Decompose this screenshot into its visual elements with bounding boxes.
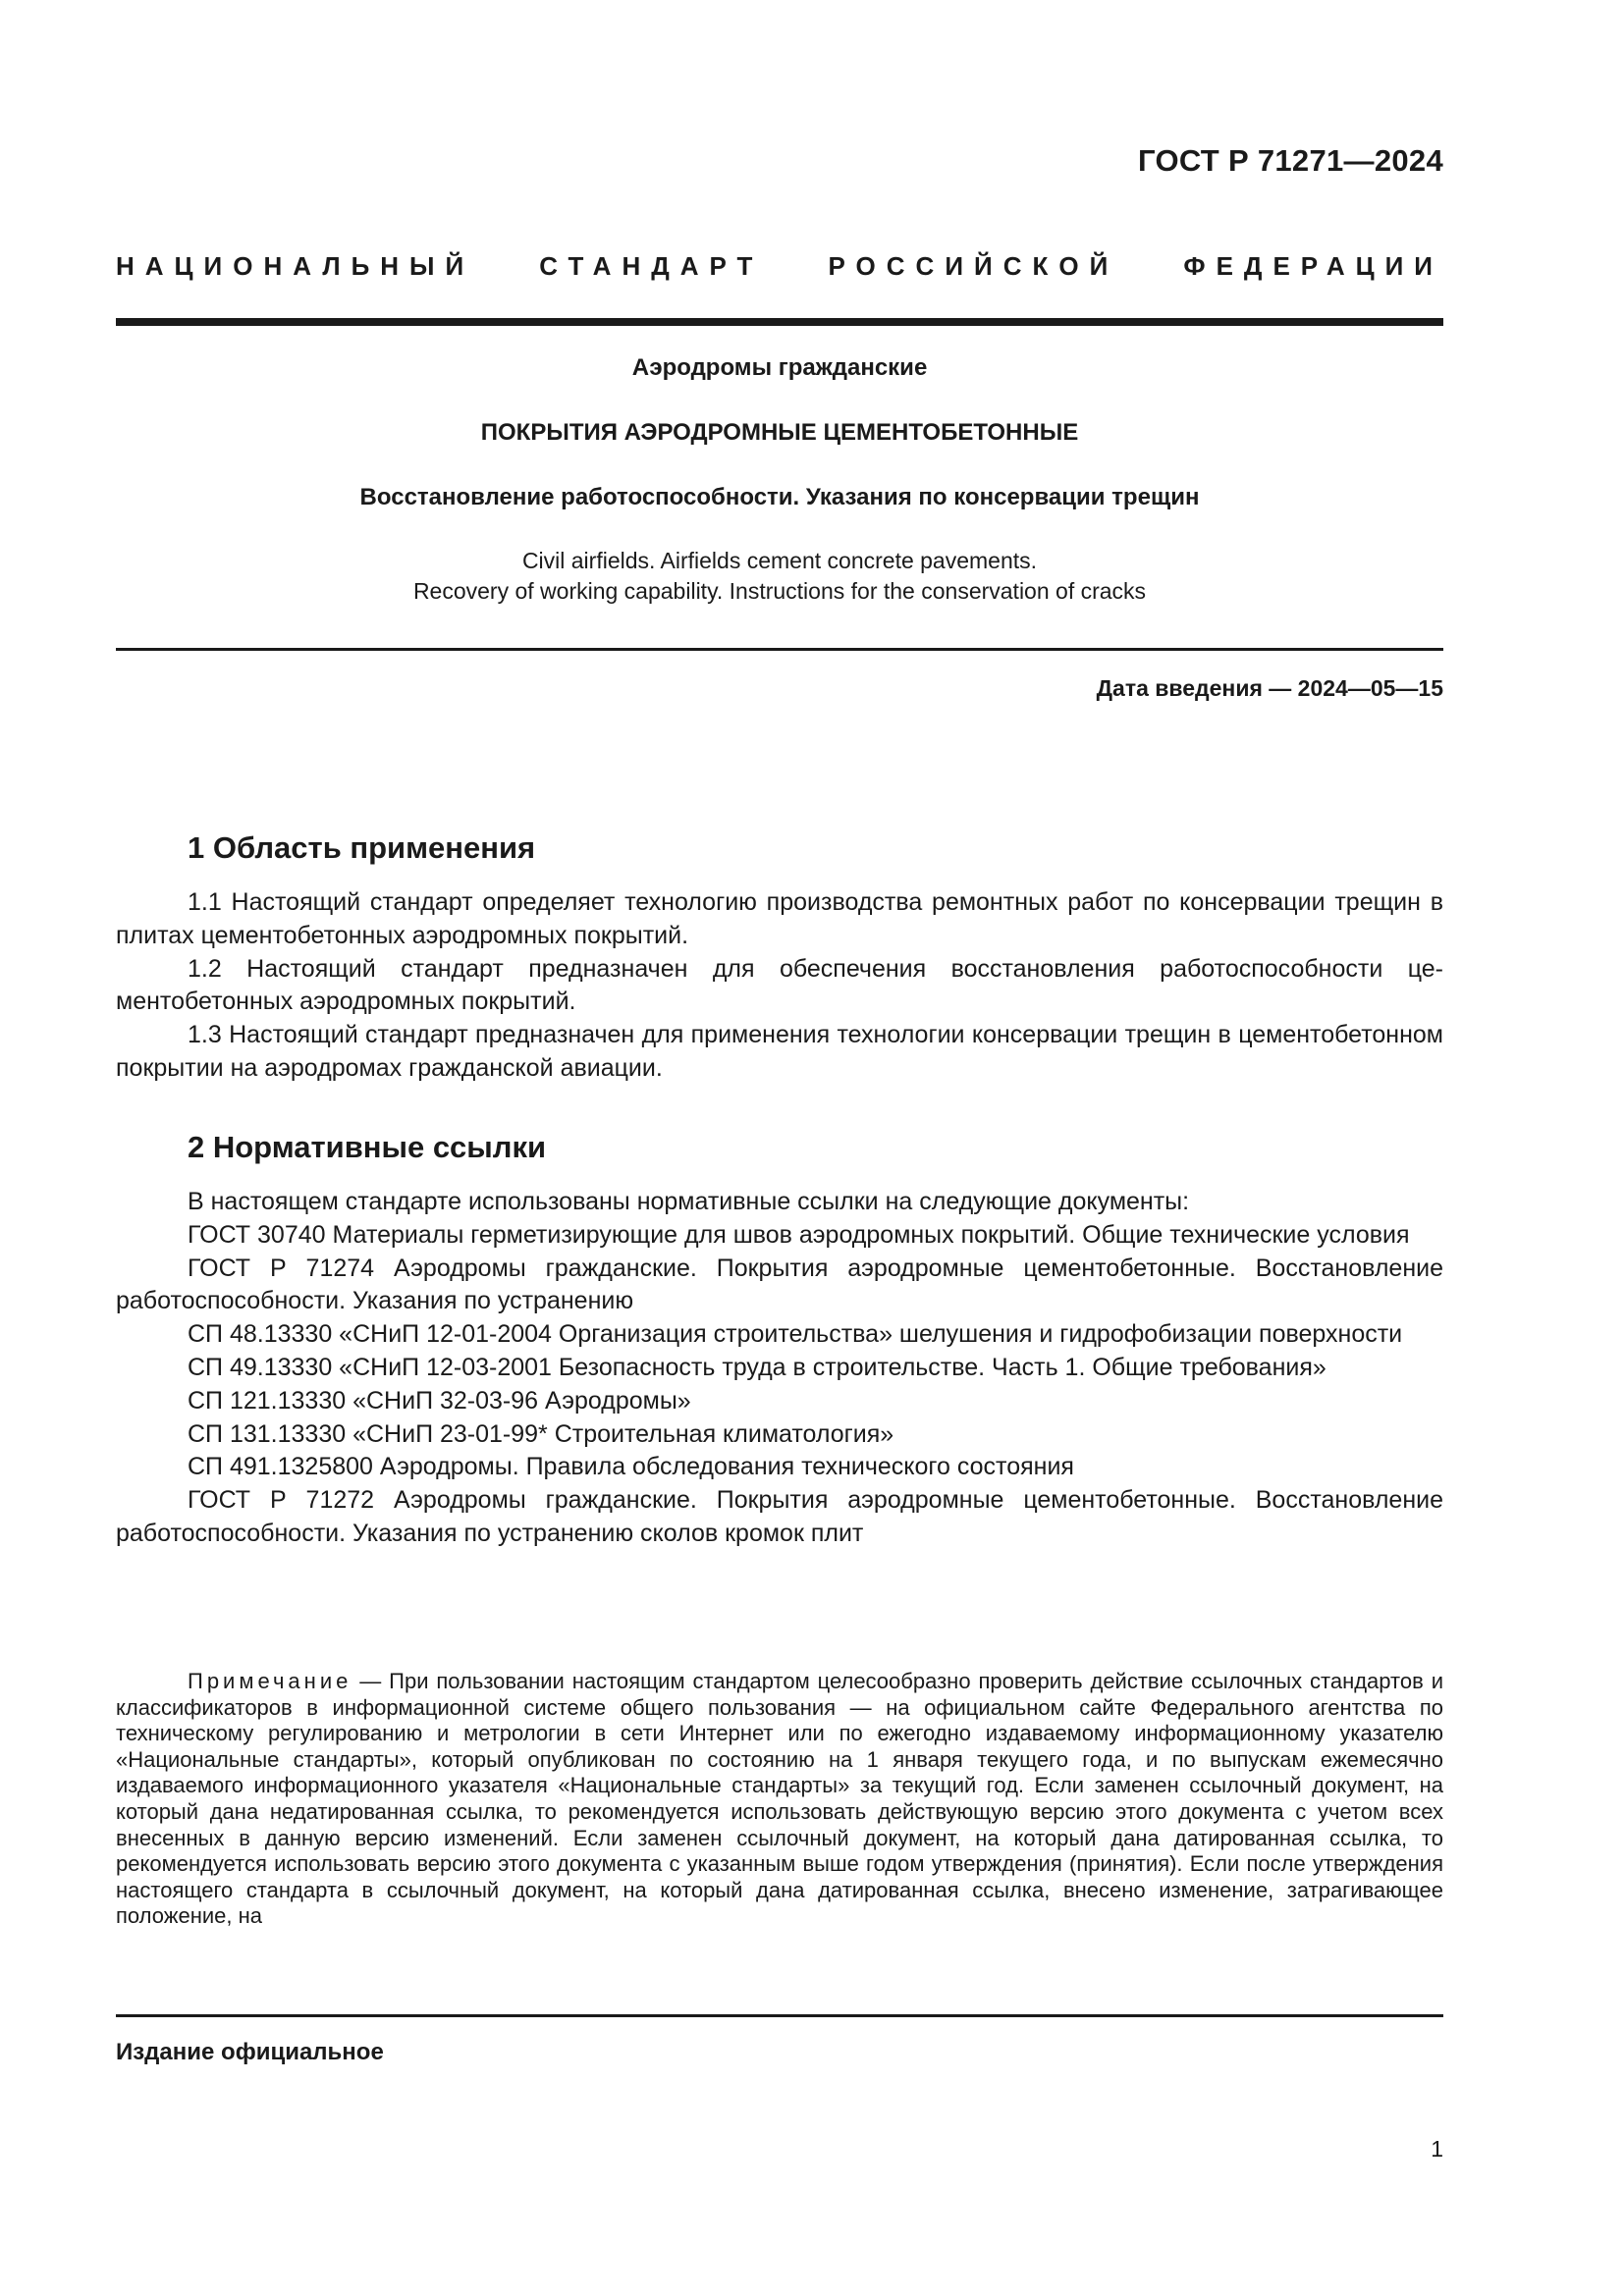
header-divider [116, 318, 1443, 326]
english-title-line-1: Civil airfields. Airfields cement concrete pavements. [521, 548, 1038, 573]
title-divider [116, 648, 1443, 651]
reference-item: СП 48.13330 «СНиП 12-01-2004 Организация строительства» шелушения и гидрофобизации поверхности [188, 1320, 1403, 1349]
paragraph: 1.3 Настоящий стандарт предназначен для применения технологии консервации трещин в цементобетонном покрытии на аэродромах гражданской авиации. [116, 1021, 1443, 1082]
english-title-line-2: Recovery of working capability. Instructions for the conservation of cracks [412, 578, 1147, 604]
paragraph: В настоящем стандарте использованы нормативные ссылки на следующие документы: [188, 1188, 1190, 1215]
note-block [116, 1669, 1443, 1930]
introduction-date: Дата введения — 2024—05—15 [1096, 675, 1443, 701]
reference-item: ГОСТ Р 71274 Аэродромы гражданские. Покрытия аэродромные цементобетонные. Восстановление работоспособности. Указания по устранению [116, 1254, 1443, 1315]
reference-item: СП 491.1325800 Аэродромы. Правила обследования технического состояния [188, 1453, 1074, 1481]
section-2-heading: 2 Нормативные ссылки [188, 1130, 547, 1164]
edition-label: Издание официальное [116, 2039, 384, 2065]
document-code: ГОСТ Р 71271—2024 [1138, 143, 1443, 178]
title-line-2: ПОКРЫТИЯ АЭРОДРОМНЫЕ ЦЕМЕНТОБЕТОННЫЕ [480, 419, 1079, 446]
page-number: 1 [1431, 2136, 1443, 2162]
reference-item: СП 121.13330 «СНиП 32-03-96 Аэродромы» [188, 1386, 691, 1415]
section-1-heading: 1 Область применения [188, 830, 536, 865]
national-standard-banner: НАЦИОНАЛЬНЫЙ СТАНДАРТ РОССИЙСКОЙ ФЕДЕРАЦИИ [116, 251, 1443, 281]
section-1-body [116, 886, 1443, 1086]
footer-divider [116, 2014, 1443, 2017]
reference-item: СП 131.13330 «СНиП 23-01-99* Строительная климатология» [188, 1419, 894, 1448]
note-paragraph [116, 1669, 1443, 1930]
note-label: Примечание [188, 1669, 352, 1693]
reference-item: ГОСТ 30740 Материалы герметизирующие для швов аэродромных покрытий. Общие технические условия [188, 1220, 1410, 1249]
title-line-1: Аэродромы гражданские [631, 354, 928, 381]
reference-item: ГОСТ Р 71272 Аэродромы гражданские. Покрытия аэродромные цементобетонные. Восстановление работоспособности. Указания по устранению сколов кромок плит [116, 1486, 1443, 1547]
title-line-3: Восстановление работоспособности. Указания по консервации трещин [359, 484, 1200, 510]
note-text: — При пользовании настоящим стандартом целесообразно проверить действие ссылочных стандартов и классификаторов в информационной системе общего пользования — на официальном сайте Федерального агентства по техническому регулированию и метрологии в сети Интернет или по ежегодно издаваемому информационному указателю «Национальные стандарты», который опубликован по состоянию на 1 января текущего года, и по выпускам ежемесячно издаваемого информационного указателя «Национальные стандарты» за текущий год. Если заменен ссылочный документ, на который дана недатированная ссылка, то рекомендуется использовать действующую версию этого документа с учетом всех внесенных в данную версию изменений. Если заменен ссылочный документ, на который дана датированная ссылка, то рекомендуется использовать версию этого документа с указанным выше годом утверждения (принятия). Если после утверждения настоящего стандарта в ссылочный документ, на который дана датированная ссылка, внесено изменение, затрагивающее положение, на [116, 1669, 1443, 1929]
reference-item: СП 49.13330 «СНиП 12-03-2001 Безопасность труда в строительстве. Часть 1. Общие требования» [188, 1353, 1326, 1381]
paragraph: 1.1 Настоящий стандарт определяет технологию производства ремонтных работ по консервации трещин в плитах цементобетонных аэродромных покрытий. [116, 888, 1443, 949]
paragraph: 1.2 Настоящий стандарт предназначен для обеспечения восстановления работоспособности цементобетонных аэродромных покрытий. [116, 954, 1443, 1016]
section-2-body [116, 1186, 1443, 1551]
